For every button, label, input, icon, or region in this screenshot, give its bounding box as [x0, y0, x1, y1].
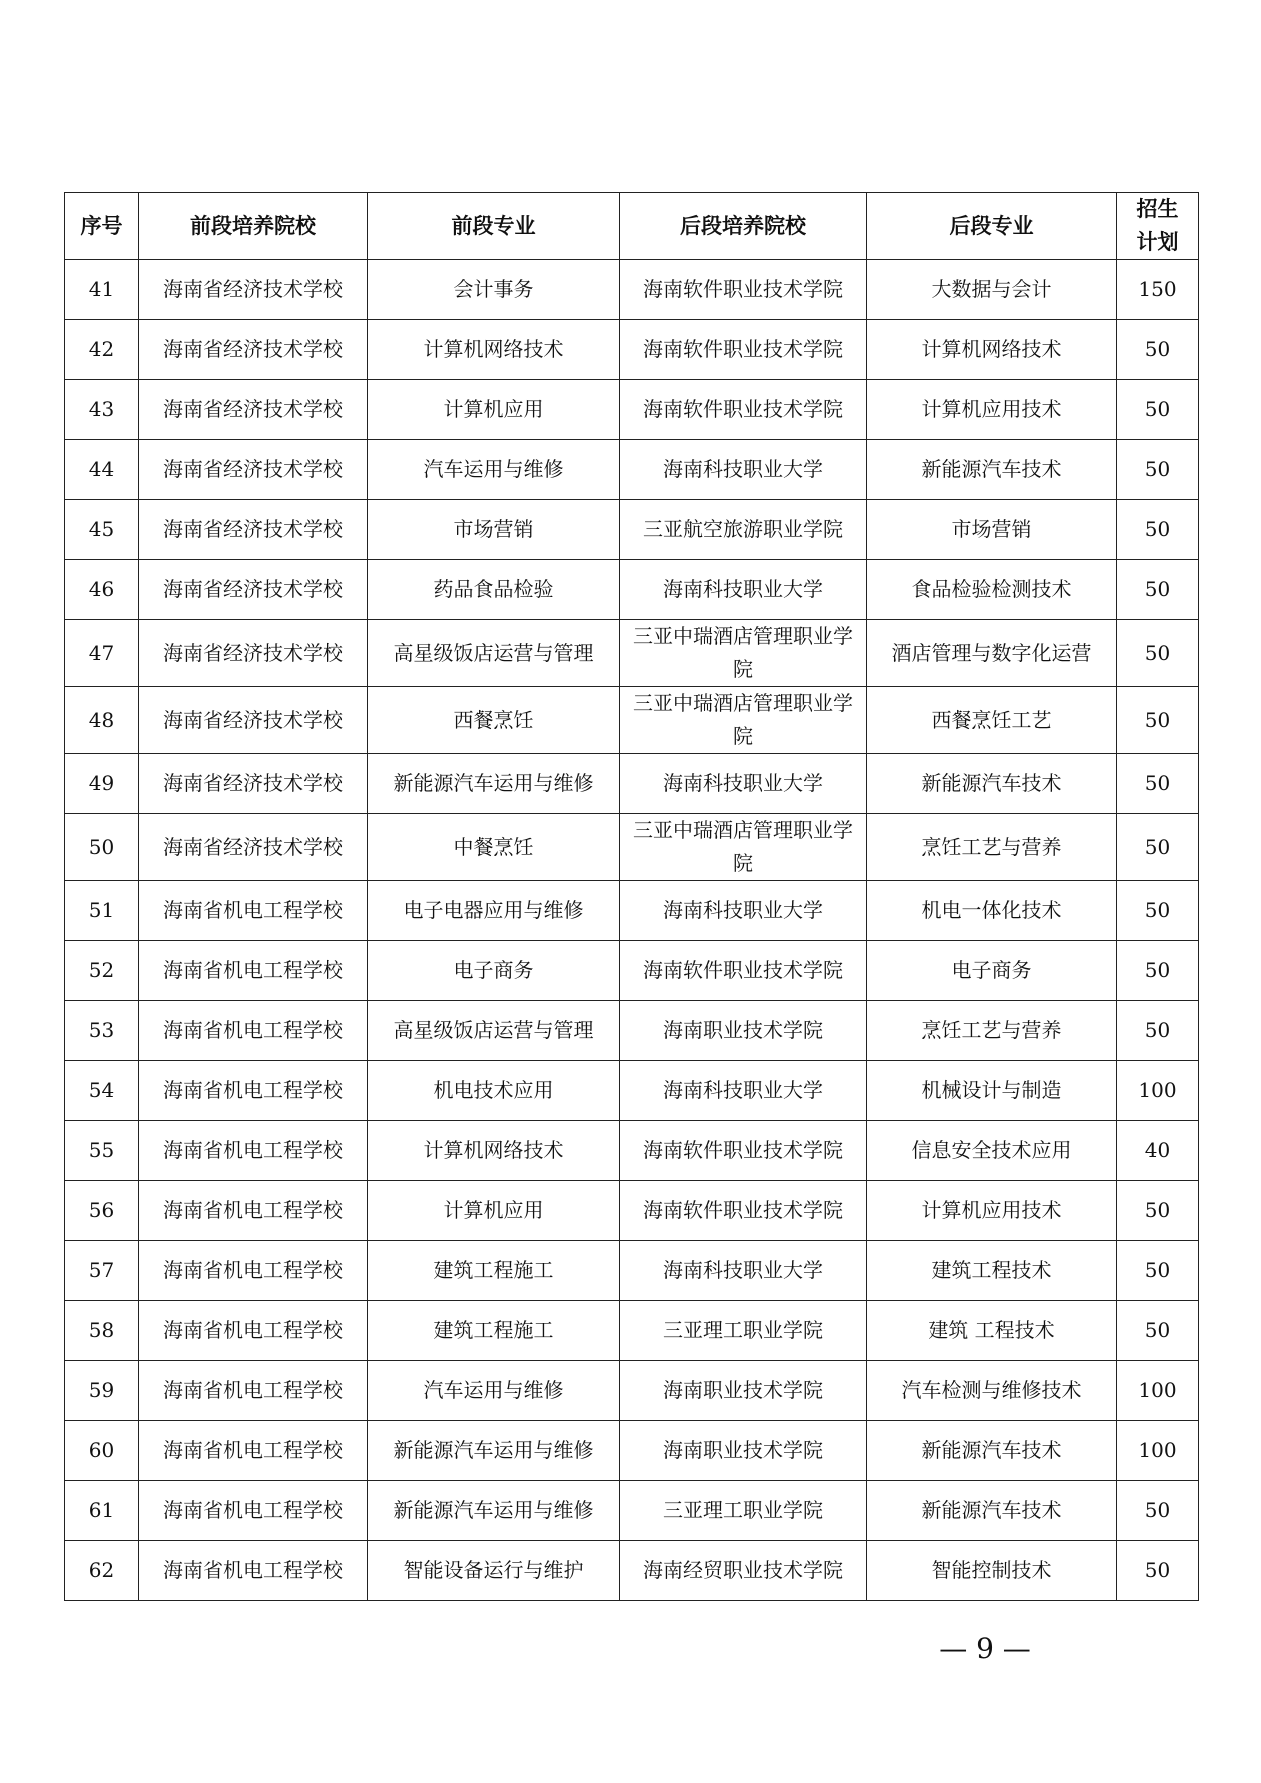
table-row — [65, 1181, 1199, 1241]
cell-back-school: 海南软件职业技术学院 — [620, 320, 867, 380]
cell-front-school: 海南省机电工程学校 — [139, 941, 368, 1001]
cell-back-school: 海南软件职业技术学院 — [620, 380, 867, 440]
cell-plan: 50 — [1117, 881, 1199, 941]
cell-front-school: 海南省经济技术学校 — [139, 320, 368, 380]
cell-back-major: 电子商务 — [867, 941, 1117, 1001]
cell-back-school: 海南科技职业大学 — [620, 1061, 867, 1121]
table-header-row — [65, 193, 1199, 260]
cell-back-major: 汽车检测与维修技术 — [867, 1361, 1117, 1421]
cell-front-major: 高星级饭店运营与管理 — [368, 620, 620, 687]
cell-index: 50 — [65, 814, 139, 881]
cell-front-major: 建筑工程施工 — [368, 1241, 620, 1301]
header-plan — [1117, 193, 1199, 260]
cell-back-major: 西餐烹饪工艺 — [867, 687, 1117, 754]
header-plan-line2: 计划 — [1136, 230, 1179, 254]
cell-front-major: 智能设备运行与维护 — [368, 1541, 620, 1601]
table-row — [65, 440, 1199, 500]
cell-plan: 150 — [1117, 260, 1199, 320]
cell-index: 47 — [65, 620, 139, 687]
header-back-school: 后段培养院校 — [620, 193, 867, 260]
cell-index: 59 — [65, 1361, 139, 1421]
cell-front-school: 海南省经济技术学校 — [139, 687, 368, 754]
cell-front-school: 海南省经济技术学校 — [139, 754, 368, 814]
cell-front-major: 建筑工程施工 — [368, 1301, 620, 1361]
cell-plan: 50 — [1117, 754, 1199, 814]
cell-index: 58 — [65, 1301, 139, 1361]
cell-back-major: 烹饪工艺与营养 — [867, 814, 1117, 881]
table-row — [65, 500, 1199, 560]
cell-index: 51 — [65, 881, 139, 941]
cell-back-school: 海南科技职业大学 — [620, 440, 867, 500]
cell-plan: 100 — [1117, 1061, 1199, 1121]
cell-back-school: 海南软件职业技术学院 — [620, 1121, 867, 1181]
cell-back-school: 海南科技职业大学 — [620, 1241, 867, 1301]
table-row — [65, 881, 1199, 941]
table-row — [65, 1421, 1199, 1481]
cell-back-school: 海南职业技术学院 — [620, 1361, 867, 1421]
cell-front-major: 计算机网络技术 — [368, 1121, 620, 1181]
cell-front-major: 电子商务 — [368, 941, 620, 1001]
cell-front-major: 电子电器应用与维修 — [368, 881, 620, 941]
cell-back-major: 机电一体化技术 — [867, 881, 1117, 941]
cell-back-major: 信息安全技术应用 — [867, 1121, 1117, 1181]
cell-back-major: 新能源汽车技术 — [867, 1421, 1117, 1481]
table-row — [65, 1061, 1199, 1121]
cell-back-major: 建筑 工程技术 — [867, 1301, 1117, 1361]
cell-back-school: 三亚中瑞酒店管理职业学院 — [620, 687, 867, 754]
cell-index: 45 — [65, 500, 139, 560]
cell-plan: 50 — [1117, 320, 1199, 380]
cell-front-school: 海南省经济技术学校 — [139, 560, 368, 620]
cell-back-major: 大数据与会计 — [867, 260, 1117, 320]
cell-back-school: 海南科技职业大学 — [620, 881, 867, 941]
cell-plan: 50 — [1117, 1001, 1199, 1061]
cell-plan: 50 — [1117, 1181, 1199, 1241]
table-row — [65, 687, 1199, 754]
cell-front-school: 海南省经济技术学校 — [139, 260, 368, 320]
cell-front-school: 海南省机电工程学校 — [139, 1301, 368, 1361]
cell-back-school: 海南科技职业大学 — [620, 560, 867, 620]
table-row — [65, 814, 1199, 881]
cell-plan: 40 — [1117, 1121, 1199, 1181]
cell-front-major: 计算机应用 — [368, 380, 620, 440]
table-row — [65, 1001, 1199, 1061]
cell-plan: 50 — [1117, 500, 1199, 560]
cell-plan: 50 — [1117, 620, 1199, 687]
cell-index: 62 — [65, 1541, 139, 1601]
cell-back-major: 新能源汽车技术 — [867, 754, 1117, 814]
cell-index: 56 — [65, 1181, 139, 1241]
cell-front-major: 汽车运用与维修 — [368, 1361, 620, 1421]
cell-back-major: 市场营销 — [867, 500, 1117, 560]
cell-front-major: 会计事务 — [368, 260, 620, 320]
table-row — [65, 260, 1199, 320]
cell-front-major: 机电技术应用 — [368, 1061, 620, 1121]
table-row — [65, 1541, 1199, 1601]
cell-back-major: 食品检验检测技术 — [867, 560, 1117, 620]
cell-index: 44 — [65, 440, 139, 500]
cell-back-major: 酒店管理与数字化运营 — [867, 620, 1117, 687]
cell-front-school: 海南省经济技术学校 — [139, 380, 368, 440]
cell-index: 46 — [65, 560, 139, 620]
cell-front-school: 海南省机电工程学校 — [139, 1061, 368, 1121]
cell-plan: 50 — [1117, 1481, 1199, 1541]
cell-back-major: 智能控制技术 — [867, 1541, 1117, 1601]
cell-plan: 100 — [1117, 1361, 1199, 1421]
cell-front-school: 海南省机电工程学校 — [139, 881, 368, 941]
cell-index: 57 — [65, 1241, 139, 1301]
cell-index: 54 — [65, 1061, 139, 1121]
cell-front-major: 中餐烹饪 — [368, 814, 620, 881]
cell-back-major: 计算机网络技术 — [867, 320, 1117, 380]
cell-plan: 50 — [1117, 1241, 1199, 1301]
cell-plan: 50 — [1117, 941, 1199, 1001]
table-row — [65, 320, 1199, 380]
cell-back-school: 海南软件职业技术学院 — [620, 1181, 867, 1241]
cell-front-school: 海南省机电工程学校 — [139, 1421, 368, 1481]
cell-back-major: 烹饪工艺与营养 — [867, 1001, 1117, 1061]
table-row — [65, 1241, 1199, 1301]
cell-back-school: 三亚中瑞酒店管理职业学院 — [620, 620, 867, 687]
cell-front-major: 汽车运用与维修 — [368, 440, 620, 500]
cell-front-major: 新能源汽车运用与维修 — [368, 1481, 620, 1541]
cell-front-school: 海南省机电工程学校 — [139, 1241, 368, 1301]
cell-index: 42 — [65, 320, 139, 380]
cell-back-major: 计算机应用技术 — [867, 1181, 1117, 1241]
header-plan-line1: 招生 — [1136, 197, 1179, 221]
cell-plan: 50 — [1117, 1541, 1199, 1601]
cell-front-school: 海南省经济技术学校 — [139, 500, 368, 560]
cell-index: 49 — [65, 754, 139, 814]
cell-plan: 50 — [1117, 1301, 1199, 1361]
cell-index: 41 — [65, 260, 139, 320]
cell-plan: 50 — [1117, 814, 1199, 881]
cell-front-school: 海南省机电工程学校 — [139, 1121, 368, 1181]
table-body — [65, 260, 1199, 1601]
cell-index: 43 — [65, 380, 139, 440]
cell-index: 53 — [65, 1001, 139, 1061]
cell-back-major: 新能源汽车技术 — [867, 1481, 1117, 1541]
table-row — [65, 1361, 1199, 1421]
cell-front-school: 海南省机电工程学校 — [139, 1181, 368, 1241]
cell-back-school: 海南经贸职业技术学院 — [620, 1541, 867, 1601]
cell-plan: 50 — [1117, 560, 1199, 620]
cell-back-school: 海南软件职业技术学院 — [620, 941, 867, 1001]
cell-back-school: 海南职业技术学院 — [620, 1001, 867, 1061]
table-row — [65, 754, 1199, 814]
cell-back-major: 新能源汽车技术 — [867, 440, 1117, 500]
cell-front-major: 市场营销 — [368, 500, 620, 560]
cell-plan: 50 — [1117, 380, 1199, 440]
cell-front-school: 海南省机电工程学校 — [139, 1541, 368, 1601]
cell-plan: 50 — [1117, 687, 1199, 754]
cell-back-school: 三亚理工职业学院 — [620, 1301, 867, 1361]
table-row — [65, 620, 1199, 687]
header-back-major: 后段专业 — [867, 193, 1117, 260]
header-index: 序号 — [65, 193, 139, 260]
cell-back-major: 机械设计与制造 — [867, 1061, 1117, 1121]
page-number: — 9 — — [939, 1632, 1031, 1665]
cell-plan: 50 — [1117, 440, 1199, 500]
cell-plan: 100 — [1117, 1421, 1199, 1481]
cell-back-school: 三亚理工职业学院 — [620, 1481, 867, 1541]
cell-back-school: 三亚中瑞酒店管理职业学院 — [620, 814, 867, 881]
cell-back-major: 计算机应用技术 — [867, 380, 1117, 440]
cell-front-major: 西餐烹饪 — [368, 687, 620, 754]
table-row — [65, 1481, 1199, 1541]
header-front-school: 前段培养院校 — [139, 193, 368, 260]
cell-front-school: 海南省机电工程学校 — [139, 1001, 368, 1061]
cell-front-school: 海南省机电工程学校 — [139, 1481, 368, 1541]
cell-front-school: 海南省经济技术学校 — [139, 620, 368, 687]
cell-front-school: 海南省经济技术学校 — [139, 440, 368, 500]
enrollment-plan-table — [64, 192, 1199, 1601]
cell-back-school: 海南科技职业大学 — [620, 754, 867, 814]
table-row — [65, 1301, 1199, 1361]
cell-index: 55 — [65, 1121, 139, 1181]
table-row — [65, 1121, 1199, 1181]
cell-front-major: 新能源汽车运用与维修 — [368, 1421, 620, 1481]
cell-front-school: 海南省机电工程学校 — [139, 1361, 368, 1421]
cell-front-major: 新能源汽车运用与维修 — [368, 754, 620, 814]
cell-front-major: 药品食品检验 — [368, 560, 620, 620]
cell-index: 60 — [65, 1421, 139, 1481]
cell-front-major: 计算机网络技术 — [368, 320, 620, 380]
cell-back-school: 海南职业技术学院 — [620, 1421, 867, 1481]
cell-index: 61 — [65, 1481, 139, 1541]
table-row — [65, 380, 1199, 440]
cell-front-school: 海南省经济技术学校 — [139, 814, 368, 881]
cell-back-major: 建筑工程技术 — [867, 1241, 1117, 1301]
cell-index: 48 — [65, 687, 139, 754]
table-row — [65, 560, 1199, 620]
cell-front-major: 高星级饭店运营与管理 — [368, 1001, 620, 1061]
cell-index: 52 — [65, 941, 139, 1001]
cell-back-school: 三亚航空旅游职业学院 — [620, 500, 867, 560]
header-front-major: 前段专业 — [368, 193, 620, 260]
cell-front-major: 计算机应用 — [368, 1181, 620, 1241]
cell-back-school: 海南软件职业技术学院 — [620, 260, 867, 320]
table-row — [65, 941, 1199, 1001]
